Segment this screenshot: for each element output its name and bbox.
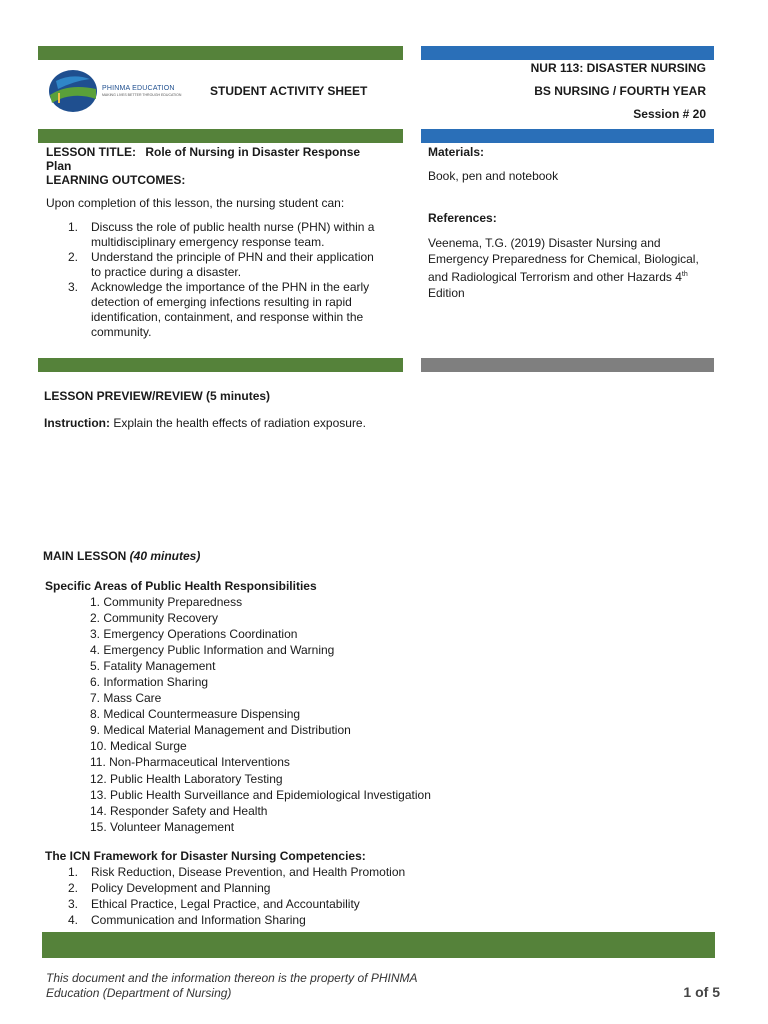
list-item: 1. Community Preparedness: [90, 595, 243, 609]
lesson-title: [46, 145, 386, 173]
list-item-number: 1.: [68, 865, 79, 879]
outcomes-list: [46, 220, 386, 340]
lesson-title-label: LESSON TITLE:: [46, 145, 136, 159]
list-item-text: Understand the principle of PHN and their application to practice during a disaster.: [91, 250, 374, 279]
list-item: [46, 896, 466, 912]
course-title: NUR 113: DISASTER NURSING: [530, 61, 706, 75]
outcomes-intro: Upon completion of this lesson, the nursing student can:: [46, 196, 345, 210]
list-item: 4. Emergency Public Information and Warning: [90, 643, 335, 658]
learning-outcomes-heading: LEARNING OUTCOMES:: [46, 173, 186, 187]
list-item: [46, 880, 466, 896]
icn-heading: The ICN Framework for Disaster Nursing Competencies:: [45, 849, 366, 863]
preview-bar-left: [38, 358, 403, 372]
preview-heading: LESSON PREVIEW/REVIEW (5 minutes): [44, 389, 271, 403]
list-item: 3. Emergency Operations Coordination: [90, 627, 298, 642]
program-title: BS NURSING / FOURTH YEAR: [534, 84, 706, 98]
page-number: 1 of 5: [683, 984, 720, 1000]
materials-text: Book, pen and notebook: [428, 169, 559, 183]
materials-heading: Materials:: [428, 145, 485, 159]
list-item: 7. Mass Care: [90, 691, 162, 706]
list-item: 8. Medical Countermeasure Dispensing: [90, 707, 301, 722]
instruction-label: Instruction:: [44, 416, 110, 430]
section-bar-left: [38, 129, 403, 143]
org-tagline: MAKING LIVES BETTER THROUGH EDUCATION: [102, 93, 182, 97]
list-item-number: 4.: [68, 913, 79, 927]
references-edition: Edition: [428, 286, 465, 300]
footer-line-2: Education (Department of Nursing): [46, 986, 232, 1000]
main-lesson-duration: (40 minutes): [129, 549, 201, 563]
list-item: [46, 912, 466, 928]
list-item: 2. Community Recovery: [90, 611, 219, 626]
list-item: 11. Non-Pharmaceutical Interventions: [90, 755, 290, 770]
list-item: 10. Medical Surge: [90, 739, 187, 754]
list-item: 14. Responder Safety and Health: [90, 803, 268, 818]
list-item-number: 3.: [68, 897, 79, 911]
top-right-bar: [421, 46, 714, 60]
instruction-text: Explain the health effects of radiation exposure.: [110, 416, 366, 430]
list-item: [46, 280, 386, 340]
main-lesson-heading: [43, 549, 200, 563]
footer-notice: [46, 971, 466, 1001]
list-item-text: Communication and Information Sharing: [91, 913, 306, 927]
list-item: 12. Public Health Laboratory Testing: [90, 771, 283, 786]
phinma-logo-icon: [48, 69, 98, 113]
references-heading: References:: [428, 211, 497, 225]
footer-bar: [42, 932, 715, 958]
preview-bar-right: [421, 358, 714, 372]
top-left-bar: [38, 46, 403, 60]
list-item-number: 1.: [68, 220, 79, 234]
lesson-title-value: Role of Nursing in Disaster Response Plan: [46, 145, 361, 173]
references-text: [428, 235, 708, 301]
preview-instruction: [44, 416, 366, 430]
lesson-block: [46, 145, 386, 340]
references-citation: Veenema, T.G. (2019) Disaster Nursing and Emergency Preparedness for Chemical, Biological, and Radiological Terrorism and other Hazards 4: [428, 236, 699, 284]
materials-block: [428, 145, 708, 301]
list-item-number: 2.: [68, 881, 79, 895]
list-item: 15. Volunteer Management: [90, 819, 235, 834]
list-item-text: Risk Reduction, Disease Prevention, and Health Promotion: [91, 865, 406, 879]
list-item-number: 2.: [68, 250, 79, 264]
list-item-number: 3.: [68, 280, 79, 294]
areas-heading: Specific Areas of Public Health Responsibilities: [45, 579, 317, 593]
logo: [48, 68, 193, 114]
org-name: PHINMA EDUCATION: [102, 85, 175, 92]
list-item: [46, 220, 386, 250]
list-item-text: Ethical Practice, Legal Practice, and Accountability: [91, 897, 360, 911]
list-item: [46, 864, 466, 880]
list-item: 6. Information Sharing: [90, 675, 209, 690]
section-bar-right: [421, 129, 714, 143]
sheet-title: STUDENT ACTIVITY SHEET: [210, 84, 368, 98]
areas-list: [90, 594, 510, 835]
list-item-text: Policy Development and Planning: [91, 881, 271, 895]
footer-line-1: This document and the information thereon is the property of PHINMA: [46, 971, 418, 985]
icn-list: [46, 864, 466, 928]
main-lesson-title: MAIN LESSON: [43, 549, 130, 563]
list-item-text: Discuss the role of public health nurse (PHN) within a multidisciplinary emergency response team.: [91, 220, 375, 249]
references-superscript: th: [681, 271, 688, 278]
list-item: [46, 250, 386, 280]
list-item: 13. Public Health Surveillance and Epidemiological Investigation: [90, 787, 431, 802]
list-item: 9. Medical Material Management and Distribution: [90, 723, 351, 738]
session-number: Session # 20: [633, 107, 706, 121]
list-item: 5. Fatality Management: [90, 659, 216, 674]
list-item-text: Acknowledge the importance of the PHN in the early detection of emerging infections resulting in rapid identification, containment, and response within the community.: [91, 280, 370, 339]
